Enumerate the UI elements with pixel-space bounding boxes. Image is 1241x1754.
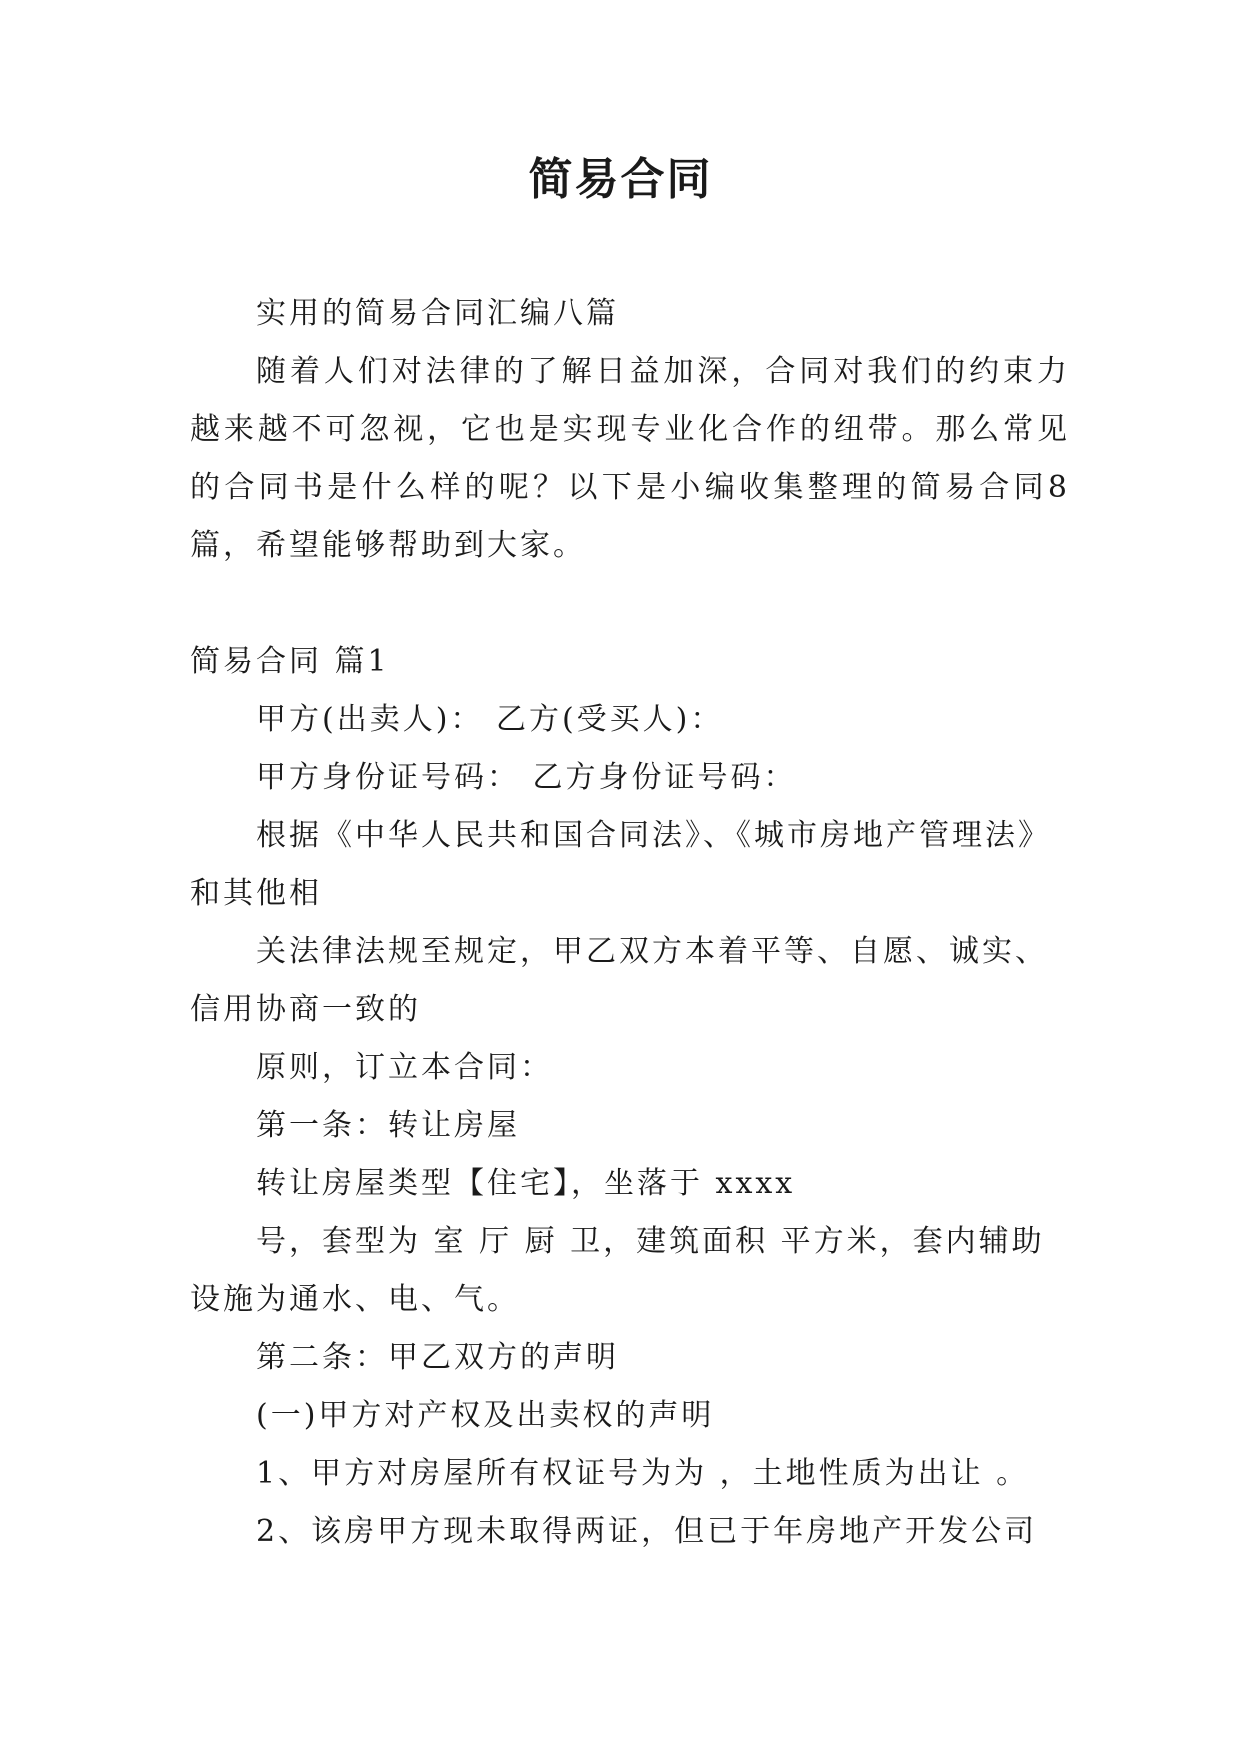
article-one-heading: 第一条：转让房屋 xyxy=(256,1108,520,1143)
article-two-heading: 第二条：甲乙双方的声明 xyxy=(256,1340,619,1375)
clause-1-line: 1、甲方对房屋所有权证号为为 ，土地性质为出让 。 xyxy=(256,1456,1030,1491)
basis-paragraph: 根据《中华人民共和国合同法》、《城市房地产管理法》和其他相 xyxy=(190,818,1051,911)
house-detail-paragraph: 号，套型为 室 厅 厨 卫，建筑面积 平方米，套内辅助设施为通水、电、气。 xyxy=(190,1224,1045,1317)
house-type-line: 转让房屋类型【住宅】，坐落于 xxxx xyxy=(256,1166,796,1201)
section-heading: 简易合同 篇1 xyxy=(190,644,390,679)
party-line: 甲方(出卖人)： 乙方(受买人)： xyxy=(256,702,724,737)
id-number-line: 甲方身份证号码： 乙方身份证号码： xyxy=(256,760,797,795)
document-body xyxy=(190,285,1070,1561)
intro-paragraph: 随着人们对法律的了解日益加深，合同对我们的约束力越来越不可忽视，它也是实现专业化合作的纽带。那么常见的合同书是什么样的呢？以下是小编收集整理的简易合同8篇，希望能够帮助到大家。 xyxy=(190,354,1070,563)
clause-2-line: 2、该房甲方现未取得两证，但已于年房地产开发公司 xyxy=(256,1514,1038,1549)
document-title: 简易合同 xyxy=(528,154,713,205)
principle-end-line: 原则，订立本合同： xyxy=(256,1050,553,1085)
subtitle-line: 实用的简易合同汇编八篇 xyxy=(256,296,619,331)
principle-paragraph: 关法律法规至规定，甲乙双方本着平等、自愿、诚实、信用协商一致的 xyxy=(190,934,1048,1027)
declaration-subheading: (一)甲方对产权及出卖权的声明 xyxy=(256,1398,715,1433)
